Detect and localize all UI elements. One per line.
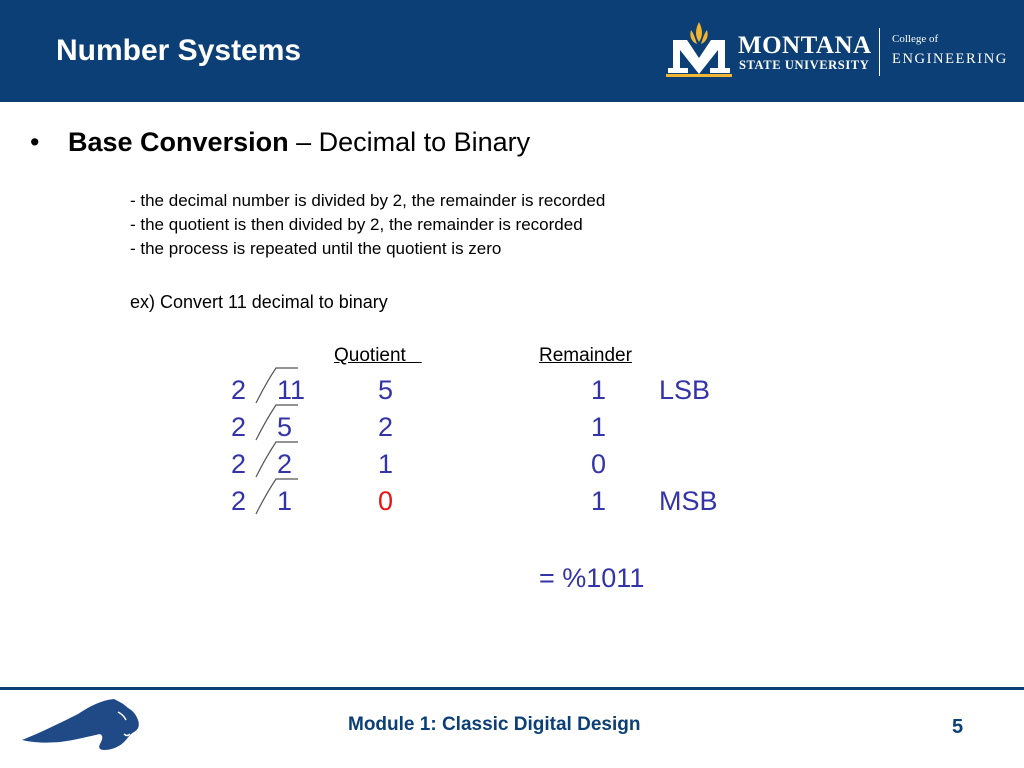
dividend-3: 2 bbox=[277, 449, 293, 479]
page-number: 5 bbox=[952, 716, 964, 738]
step-line-1: - the decimal number is divided by 2, the remainder is recorded bbox=[130, 191, 606, 210]
binary-result: = %1011 bbox=[539, 563, 645, 593]
quotient-4-final-zero: 0 bbox=[378, 486, 394, 516]
remainder-3: 0 bbox=[591, 449, 607, 479]
footer-divider bbox=[0, 687, 1024, 690]
msb-label: MSB bbox=[659, 486, 718, 516]
remainder-1: 1 bbox=[591, 375, 607, 405]
footer-module-title: Module 1: Classic Digital Design bbox=[348, 714, 641, 735]
quotient-1: 5 bbox=[378, 375, 394, 405]
lsb-label: LSB bbox=[659, 375, 711, 405]
quotient-3: 1 bbox=[378, 449, 394, 479]
divisor-2: 2 bbox=[231, 412, 247, 442]
step-line-2: - the quotient is then divided by 2, the remainder is recorded bbox=[130, 215, 583, 234]
college-label: College of bbox=[892, 33, 939, 45]
divisor-4: 2 bbox=[231, 486, 247, 516]
bullet-icon: • bbox=[30, 127, 40, 157]
bullet-bold-text: Base Conversion bbox=[68, 127, 289, 157]
quotient-2: 2 bbox=[378, 412, 394, 442]
example-line: ex) Convert 11 decimal to binary bbox=[130, 292, 388, 312]
dividend-1: 11 bbox=[277, 375, 306, 405]
bobcat-logo-icon bbox=[20, 696, 142, 754]
msu-engineering-logo bbox=[664, 20, 1016, 80]
bullet-rest-text: – Decimal to Binary bbox=[288, 127, 531, 157]
page-title: Number Systems bbox=[56, 34, 302, 67]
step-line-3: - the process is repeated until the quotient is zero bbox=[130, 239, 502, 258]
university-subtitle: STATE UNIVERSITY bbox=[739, 58, 870, 72]
quotient-header: Quotient bbox=[334, 345, 422, 366]
dividend-4: 1 bbox=[277, 486, 293, 516]
divisor-3: 2 bbox=[231, 449, 247, 479]
header-bar bbox=[0, 0, 1024, 102]
dividend-2: 5 bbox=[277, 412, 293, 442]
divisor-1: 2 bbox=[231, 375, 247, 405]
remainder-2: 1 bbox=[591, 412, 607, 442]
remainder-4: 1 bbox=[591, 486, 607, 516]
msu-m-logo-icon bbox=[664, 20, 734, 78]
college-name: ENGINEERING bbox=[892, 51, 1008, 67]
remainder-header: Remainder bbox=[539, 345, 632, 366]
logo-divider bbox=[879, 28, 880, 76]
bullet-heading bbox=[30, 127, 530, 158]
university-name: MONTANA bbox=[738, 32, 872, 59]
